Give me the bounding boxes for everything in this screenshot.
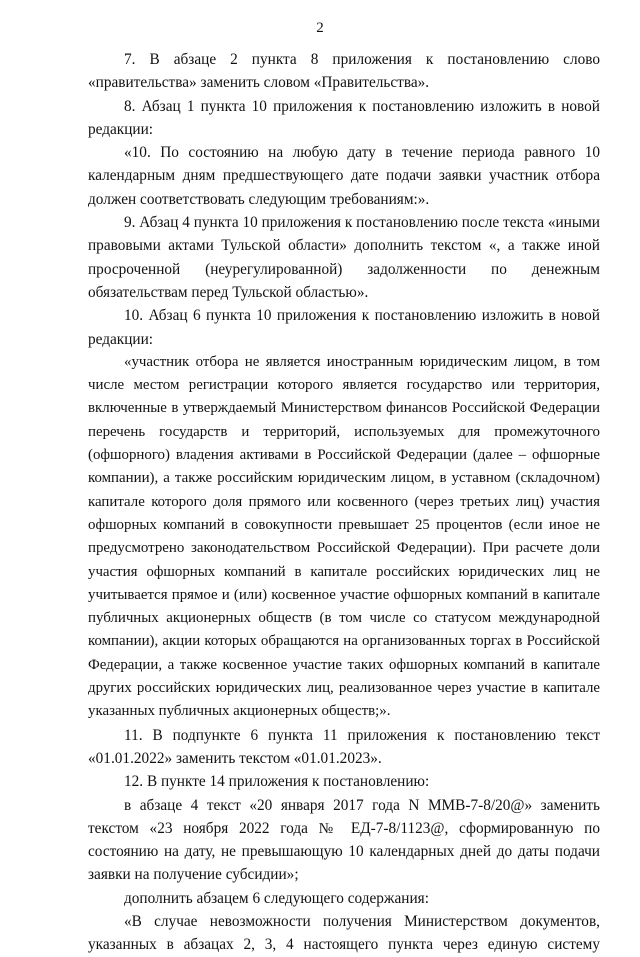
paragraph-item-9: 9. Абзац 4 пункта 10 приложения к постановлению после текста «иными правовыми актами Тульской области» дополнить текстом «, а также иной просроченной (неурегулированной) задолженности по денежным обязательствам перед Тульской областью».	[88, 214, 600, 301]
paragraph-item-7: 7. В абзаце 2 пункта 8 приложения к постановлению слово «правительства» заменить словом «Правительства».	[88, 51, 600, 92]
paragraph-item-12: 12. В пункте 14 приложения к постановлению:	[124, 773, 430, 791]
paragraph-quote-10: «10. По состоянию на любую дату в течение периода равного 10 календарным дням предшествующего дате подачи заявки участник отбора должен соответствовать следующим требованиям:».	[88, 144, 600, 208]
paragraph-item-12-add-abzac-6: дополнить абзацем 6 следующего содержания:	[124, 889, 429, 907]
paragraph-quote-participant: «участник отбора не является иностранным юридическим лицом, в том числе местом регистрации которого является государство или территория, включенные в утверждаемый Министерством финансов Российской Федерации перечень государств и территорий, используемых для промежуточного (офшорного) владения активами в Российской Федерации (далее – офшорные компании), а также российским юридическим лицом, в уставном (складочном) капитале которого доля прямого или косвенного (через третьих лиц) участия офшорных компаний в совокупности превышает 25 процентов (если иное не предусмотрено законодательством Российской Федерации). При расчете доли участия офшорных компаний в капитале российских юридических лиц не учитывается прямое и (или) косвенное участие офшорных компаний в капитале публичных акционерных обществ (в том числе со статусом международной компании), акции которых обращаются на организованных торгах в Российской Федерации, а также косвенное участие таких офшорных компаний в капитале других российских юридических лиц, реализованное через участие в капитале указанных публичных акционерных обществ;».	[88, 353, 600, 720]
paragraph-item-10: 10. Абзац 6 пункта 10 приложения к постановлению изложить в новой редакции:	[88, 307, 600, 348]
paragraph-quote-abzac-6: «В случае невозможности получения Министерством документов, указанных в абзацах 2, 3, 4 настоящего пункта через единую систему	[88, 912, 600, 954]
paragraph-item-11: 11. В подпункте 6 пункта 11 приложения к постановлению текст «01.01.2022» заменить текстом «01.01.2023».	[88, 726, 600, 767]
paragraph-item-12-abzac-4: в абзаце 4 текст «20 января 2017 года N ММВ-7-8/20@» заменить текстом «23 ноября 2022 года № ЕД-7-8/1123@, сформированную по состоянию на дату, не превышающую 10 календарных дней до даты подачи заявки на получение субсидии»;	[88, 796, 600, 884]
document-body	[88, 48, 600, 957]
paragraph-item-8: 8. Абзац 1 пункта 10 приложения к постановлению изложить в новой редакции:	[88, 97, 600, 138]
page-number: 2	[316, 20, 324, 36]
